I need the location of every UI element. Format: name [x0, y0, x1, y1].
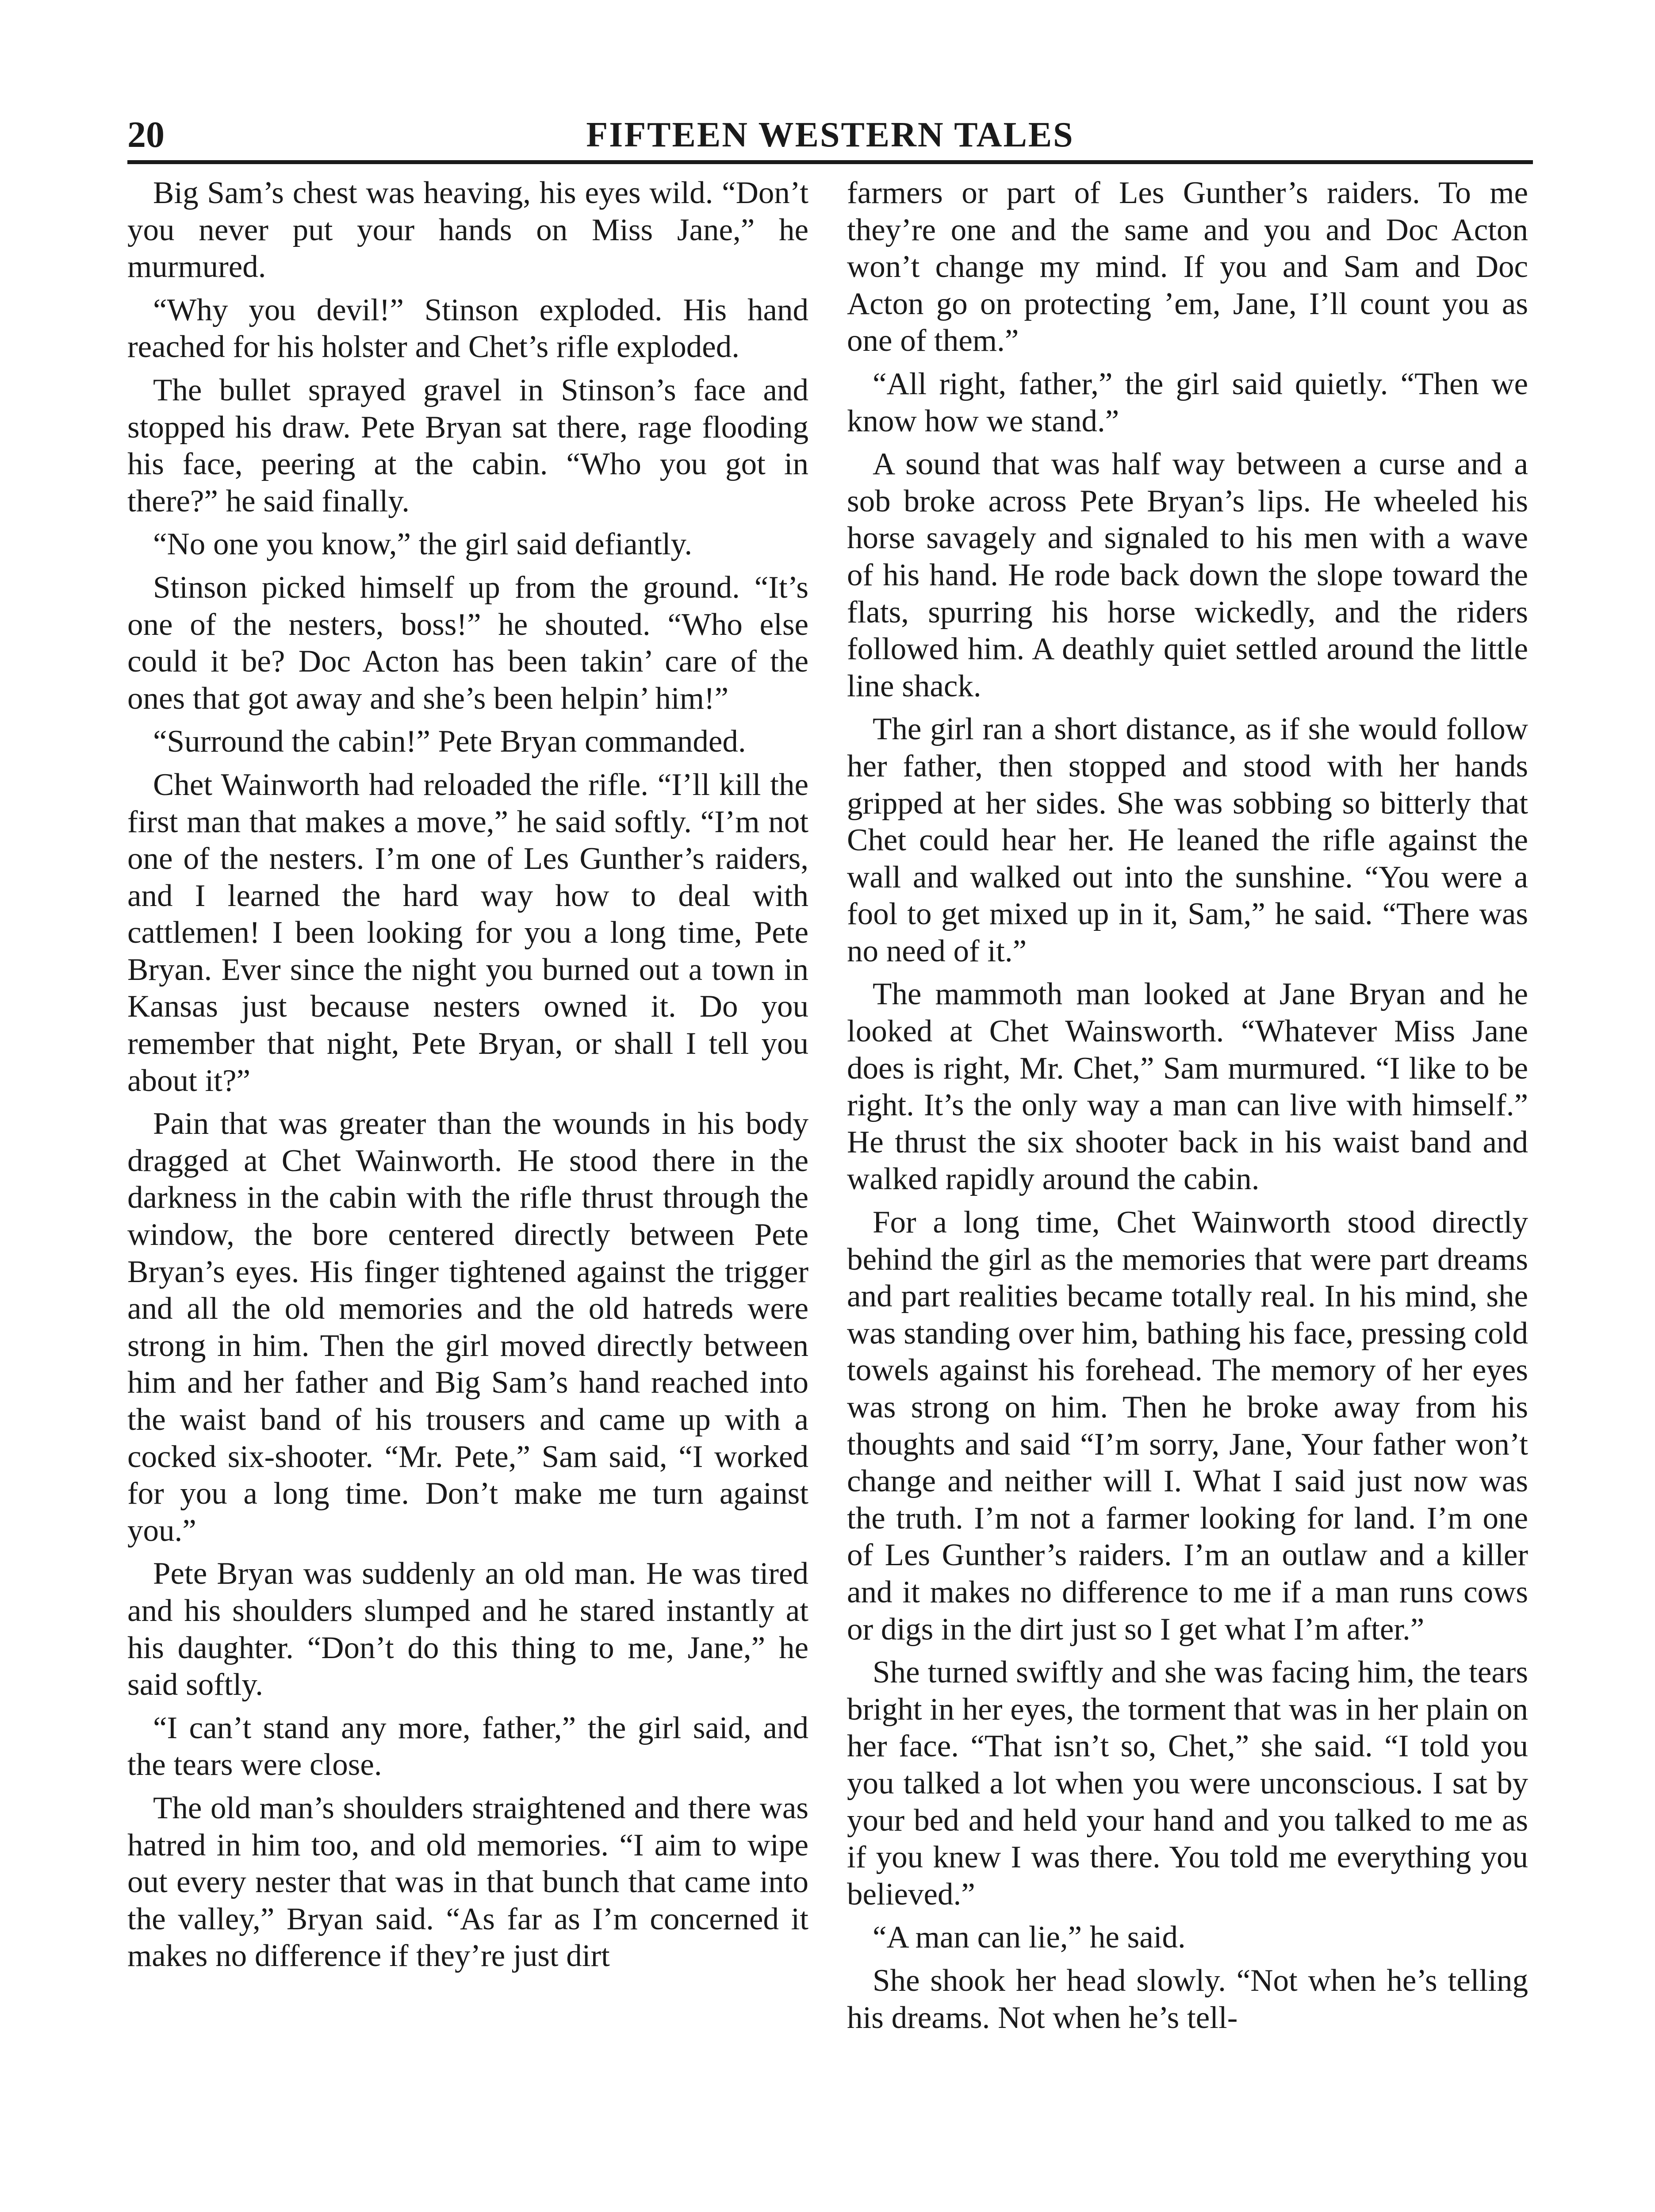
paragraph: A sound that was half way between a curse and a sob broke across Pete Bryan’s lips. He wheeled his horse savagely and signaled to his men with a wave of his hand. He rode back down the slope toward the flats, spurring his horse wickedly, and the riders followed him. A deathly quiet settled around the little line shack. — [847, 447, 1528, 703]
paragraph: The girl ran a short distance, as if she would follow her father, then stopped and stood with her hands gripped at her sides. She was sobbing so bitterly that Chet could hear her. He leaned the rifle against the wall and walked out into the sunshine. “You were a fool to get mixed up in it, Sam,” he said. “There was no need of it.” — [847, 712, 1528, 968]
paragraph: Stinson picked himself up from the ground. “It’s one of the nesters, boss!” he shouted. “Who else could it be? Doc Acton has been takin’ care of the ones that got away and she’s been helpin’ him!” — [127, 570, 808, 716]
paragraph: “No one you know,” the girl said defiantly. — [153, 527, 693, 562]
paragraph: She turned swiftly and she was facing him, the tears bright in her eyes, the torment that was in her plain on her face. “That isn’t so, Chet,” she said. “I told you you talked a lot when you were unconscious. I sat by your bed and held your hand and you talked to me as if you knew I was there. You told me everything you believed.” — [847, 1655, 1528, 1912]
paragraph: “A man can lie,” he said. — [873, 1920, 1186, 1955]
paragraph: She shook her head slowly. “Not when he’s telling his dreams. Not when he’s tell- — [847, 1963, 1528, 2035]
right-column — [847, 175, 1528, 2043]
left-column — [127, 175, 808, 1981]
page-header — [127, 111, 1533, 159]
paragraph: Pete Bryan was suddenly an old man. He was tired and his shoulders slumped and he stared instantly at his daughter. “Don’t do this thing to me, Jane,” he said softly. — [127, 1556, 808, 1702]
paragraph: “Surround the cabin!” Pete Bryan commanded. — [153, 724, 746, 759]
paragraph: For a long time, Chet Wainworth stood directly behind the girl as the memories that were part dreams and part realities became totally real. In his mind, she was standing over him, bathing his face, pressing cold towels against his forehead. The memory of her eyes was strong on him. Then he broke away from his thoughts and said “I’m sorry, Jane, Your father won’t change and neither will I. What I said just now was the truth. I’m not a farmer looking for land. I’m one of Les Gunther’s raiders. I’m an outlaw and a killer and it makes no difference to me if a man runs cows or digs in the dirt just so I get what I’m after.” — [847, 1205, 1528, 1647]
paragraph-continuation: farmers or part of Les Gunther’s raiders. To me they’re one and the same and you and Doc Acton won’t change my mind. If you and Sam and Doc Acton go on protecting ’em, Jane, I’ll count you as one of them.” — [847, 176, 1528, 358]
paragraph: Big Sam’s chest was heaving, his eyes wild. “Don’t you never put your hands on Miss Jane,” he murmured. — [127, 176, 808, 284]
paragraph: Pain that was greater than the wounds in his body dragged at Chet Wainworth. He stood there in the darkness in the cabin with the rifle thrust through the window, the bore centered directly between Pete Bryan’s eyes. His finger tightened against the trigger and all the old memories and the old hatreds were strong in him. Then the girl moved directly between him and her father and Big Sam’s hand reached into the waist band of his trousers and came up with a cocked six-shooter. “Mr. Pete,” Sam said, “I worked for you a long time. Don’t make me turn against you.” — [127, 1106, 808, 1548]
header-rule — [127, 160, 1533, 164]
paragraph: “Why you devil!” Stinson exploded. His hand reached for his holster and Chet’s rifle exploded. — [127, 292, 808, 365]
paragraph: “I can’t stand any more, father,” the girl said, and the tears were close. — [127, 1710, 808, 1782]
page-number: 20 — [127, 114, 165, 155]
running-title: FIFTEEN WESTERN TALES — [586, 115, 1074, 154]
paragraph: The mammoth man looked at Jane Bryan and he looked at Chet Wainsworth. “Whatever Miss Jane does is right, Mr. Chet,” Sam murmured. “I like to be right. It’s the only way a man can live with himself.” He thrust the six shooter back in his waist band and walked rapidly around the cabin. — [847, 977, 1528, 1197]
paragraph: The bullet sprayed gravel in Stinson’s face and stopped his draw. Pete Bryan sat there, rage flooding his face, peering at the cabin. “Who you got in there?” he said finally. — [127, 373, 808, 518]
paragraph: “All right, father,” the girl said quietly. “Then we know how we stand.” — [847, 366, 1528, 438]
paragraph: Chet Wainworth had reloaded the rifle. “I’ll kill the first man that makes a move,” he said softly. “I’m not one of the nesters. I’m one of Les Gunther’s raiders, and I learned the hard way how to deal with cattlemen! I been looking for you a long time, Pete Bryan. Ever since the night you burned out a town in Kansas just because nesters owned it. Do you remember that night, Pete Bryan, or shall I tell you about it?” — [127, 767, 808, 1098]
paragraph: The old man’s shoulders straightened and there was hatred in him too, and old memories. “I aim to wipe out every nester that was in that bunch that came into the valley,” Bryan said. “As far as I’m concerned it makes no difference if they’re just dirt — [127, 1790, 808, 1974]
